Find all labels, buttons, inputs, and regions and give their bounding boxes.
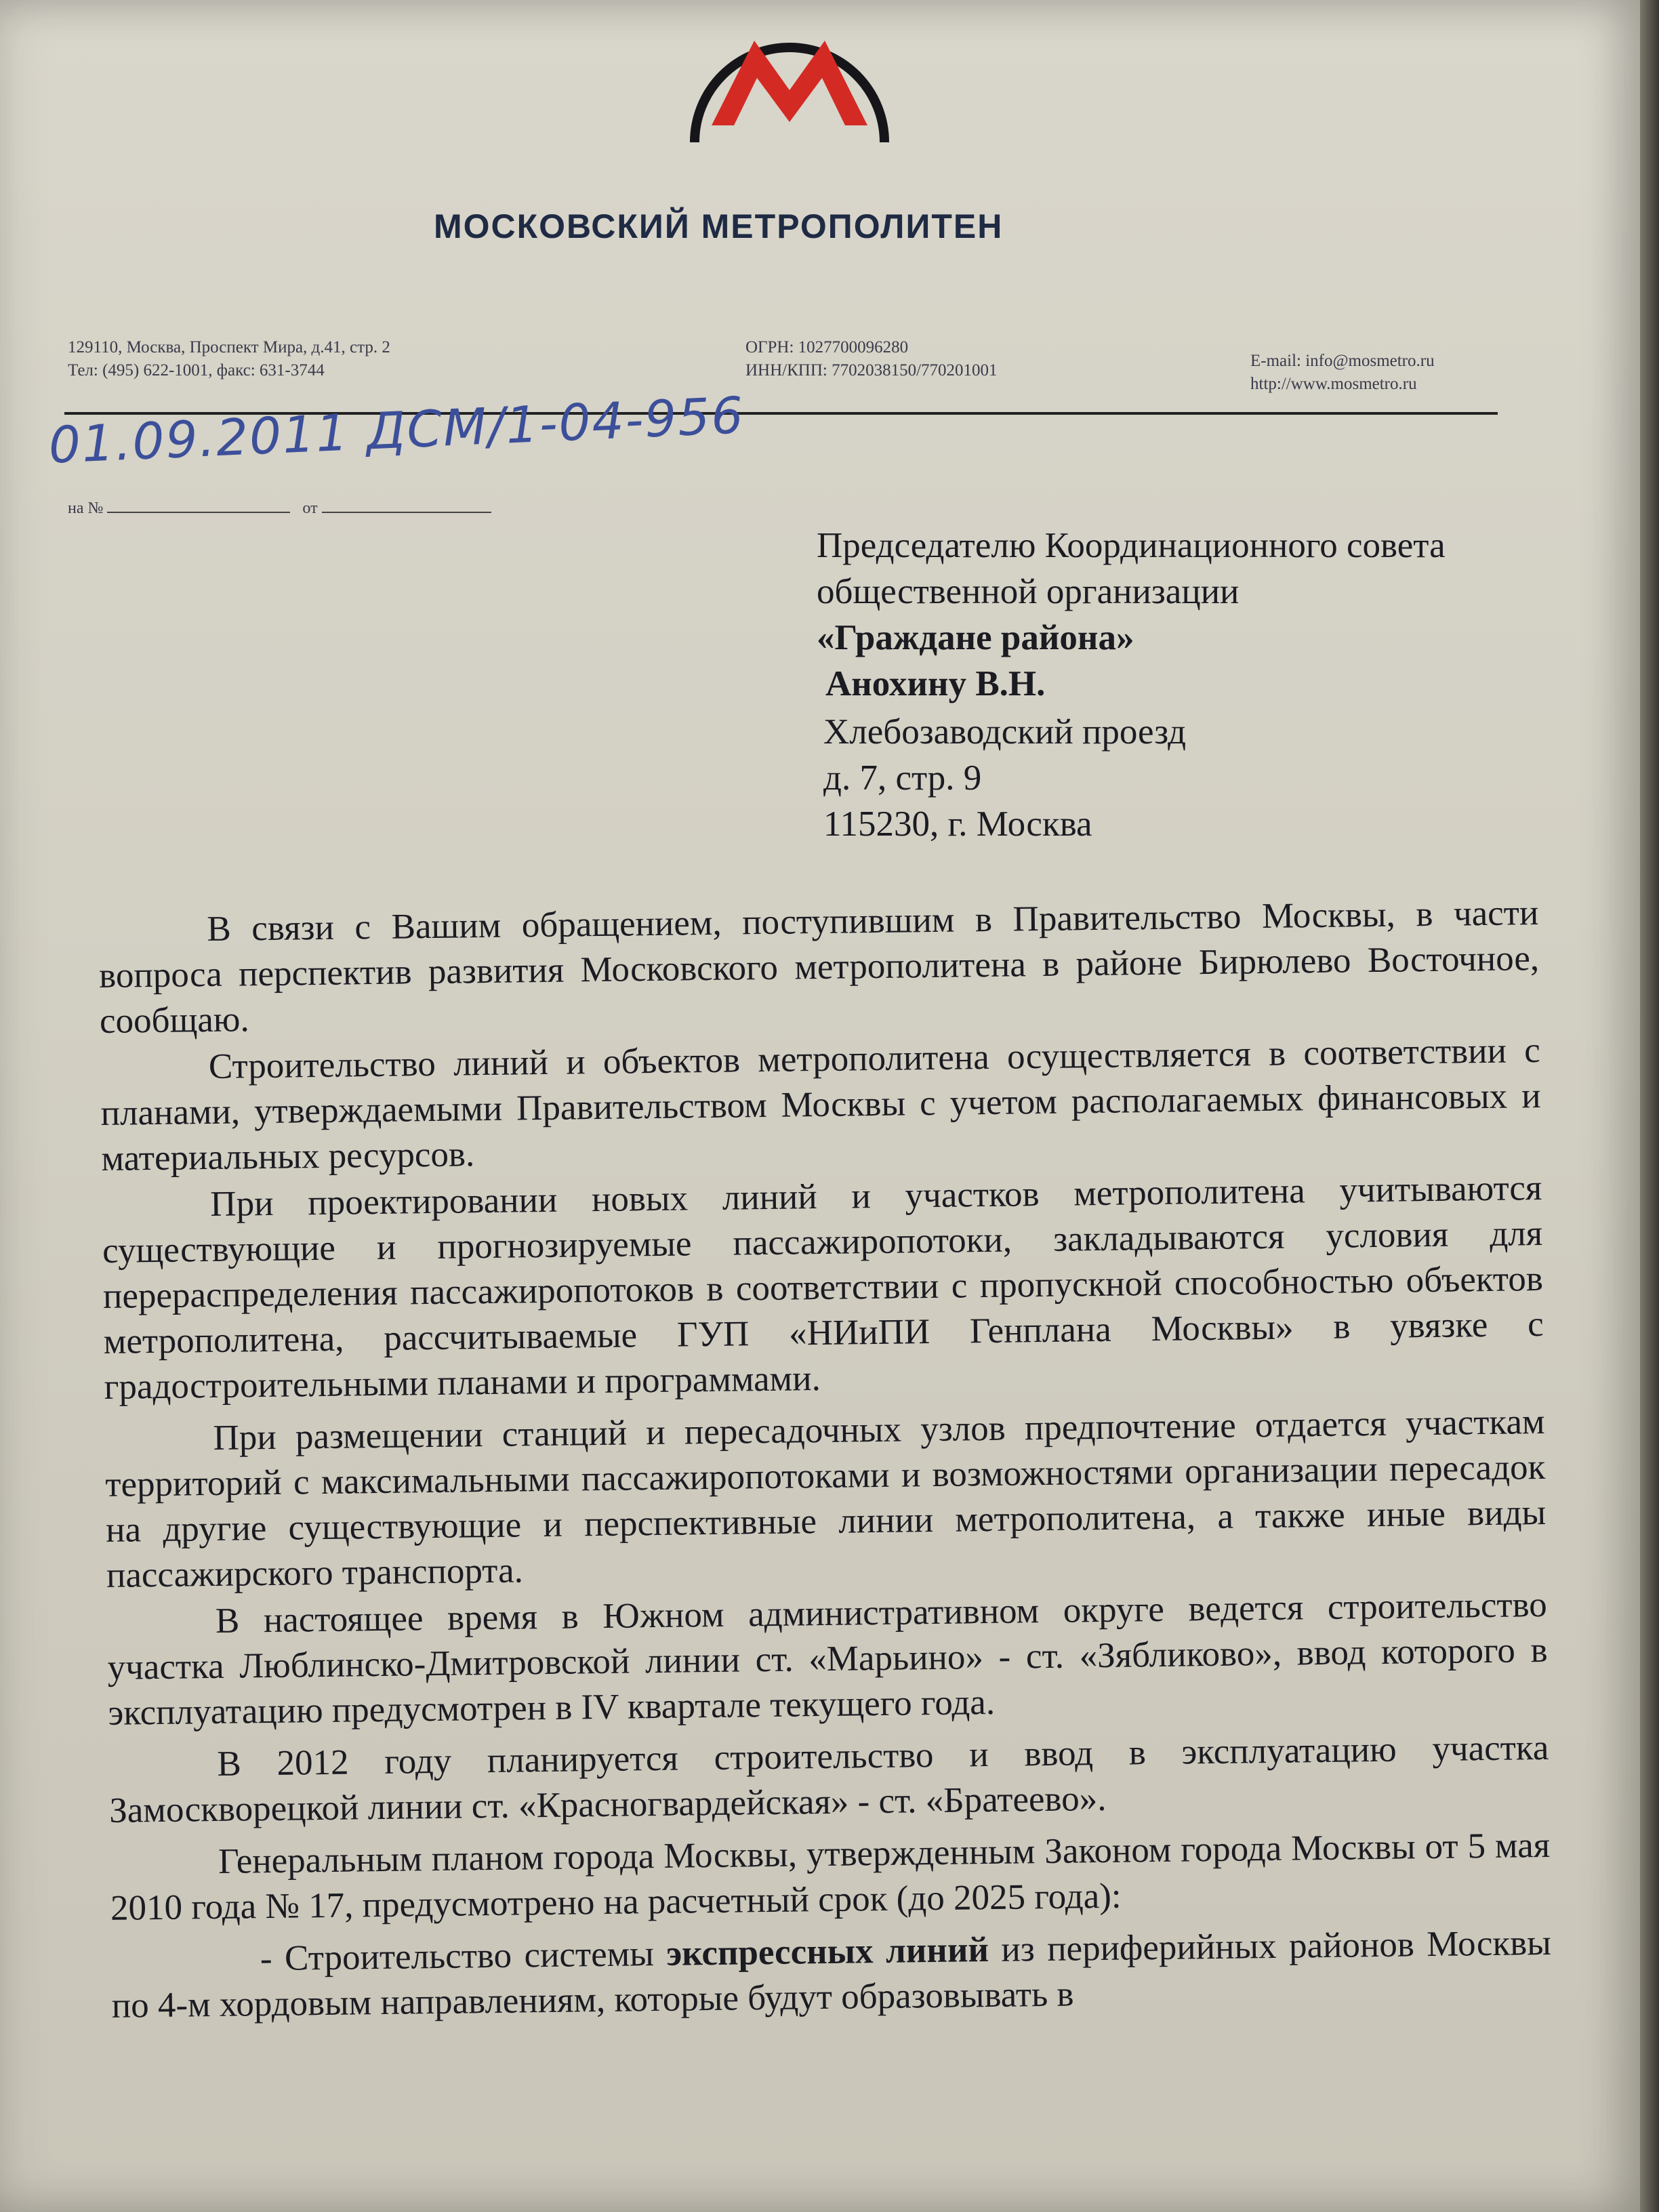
recipient-line2: общественной организации <box>817 572 1240 611</box>
ref-number-blank <box>107 498 290 513</box>
body-paragraph-8 <box>111 1921 1552 2029</box>
org-name: МОСКОВСКИЙ МЕТРОПОЛИТЕН <box>434 207 1004 245</box>
body-paragraph-6: В 2012 году планируется строительство и ввод в эксплуатацию участка Замоскворецкой линии ст. «Красногвардейская» - ст. «Братеево». <box>108 1727 1549 1830</box>
recipient-city: 115230, г. Москва <box>823 804 1092 844</box>
address-line1: 129110, Москва, Проспект Мира, д.41, стр. 2 <box>68 338 390 356</box>
ref-label-ot: от <box>302 499 318 517</box>
address-line2: Тел: (495) 622-1001, факс: 631-3744 <box>68 361 325 380</box>
ref-date-blank <box>322 498 491 513</box>
website: http://www.mosmetro.ru <box>1250 375 1417 393</box>
body-paragraph-7: Генеральным планом города Москвы, утвержденным Законом города Москвы от 5 мая 2010 года № 17, предусмотрено на расчетный срок (до 2025 года): <box>110 1825 1551 1928</box>
express-lines-bold: экспрессных линий <box>665 1930 989 1973</box>
recipient-line1: Председателю Координационного совета <box>817 526 1446 565</box>
body-paragraph-2: Строительство линий и объектов метрополитена осуществляется в соответствии с планами, утверждаемыми Правительством Москвы с учетом располагаемых финансовых и материальных ресурсов. <box>100 1031 1541 1179</box>
inn-kpp: ИНН/КПП: 7702038150/770201001 <box>745 361 998 380</box>
reference-line <box>68 498 491 518</box>
handwritten-registration-number: 01.09.2011 ДСМ/1-04-956 <box>47 386 746 475</box>
recipient-name: Анохину В.Н. <box>825 664 1046 703</box>
body-paragraph-1: В связи с Вашим обращением, поступившим в Правительство Москвы, в части вопроса перспектив развития Московского метрополитена в районе Бирюлево Восточное, сообщаю. <box>98 893 1540 1041</box>
recipient-street: Хлебозаводский проезд <box>823 712 1187 752</box>
email: E-mail: info@mosmetro.ru <box>1250 352 1435 370</box>
ogrn: ОГРН: 1027700096280 <box>745 338 909 356</box>
page-edge-shadow <box>1640 0 1659 2212</box>
express-lines-text-start: - Строительство системы <box>260 1933 667 1979</box>
body-paragraph-3: При проектировании новых линий и участков метрополитена учитываются существующие и прогнозируемые пассажиропотоки, закладываются условия для перераспределения пассажиропотоков в соответствии с пропускной способностью объектов метрополитена, рассчитываемые ГУП «НИиПИ Генплана Москвы» в увязке с градостроительными планами и программами. <box>102 1168 1544 1407</box>
letter-body <box>98 890 1552 2030</box>
recipient-building: д. 7, стр. 9 <box>823 758 982 798</box>
recipient-org: «Граждане района» <box>817 618 1134 657</box>
express-lines-text-end: из периферийных районов Москвы по 4-м хордовым направлениям, которые будут образовывать в <box>111 1923 1552 2026</box>
ref-label-na: на № <box>68 499 104 517</box>
metro-logo-icon <box>668 10 912 146</box>
body-paragraph-4: При размещении станций и пересадочных узлов предпочтение отдается участкам территорий с максимальными пассажиропотоками и возможностями организации пересадок на другие существующие и перспективные линии метрополитена, а также иные виды пассажирского транспорта. <box>105 1401 1547 1595</box>
body-paragraph-5: В настоящее время в Южном административном округе ведется строительство участка Люблинско-Дмитровской линии ст. «Марьино» - ст. «Зябликово», ввод которого в эксплуатацию предусмотрен в IV квартале текущего года. <box>107 1584 1548 1733</box>
